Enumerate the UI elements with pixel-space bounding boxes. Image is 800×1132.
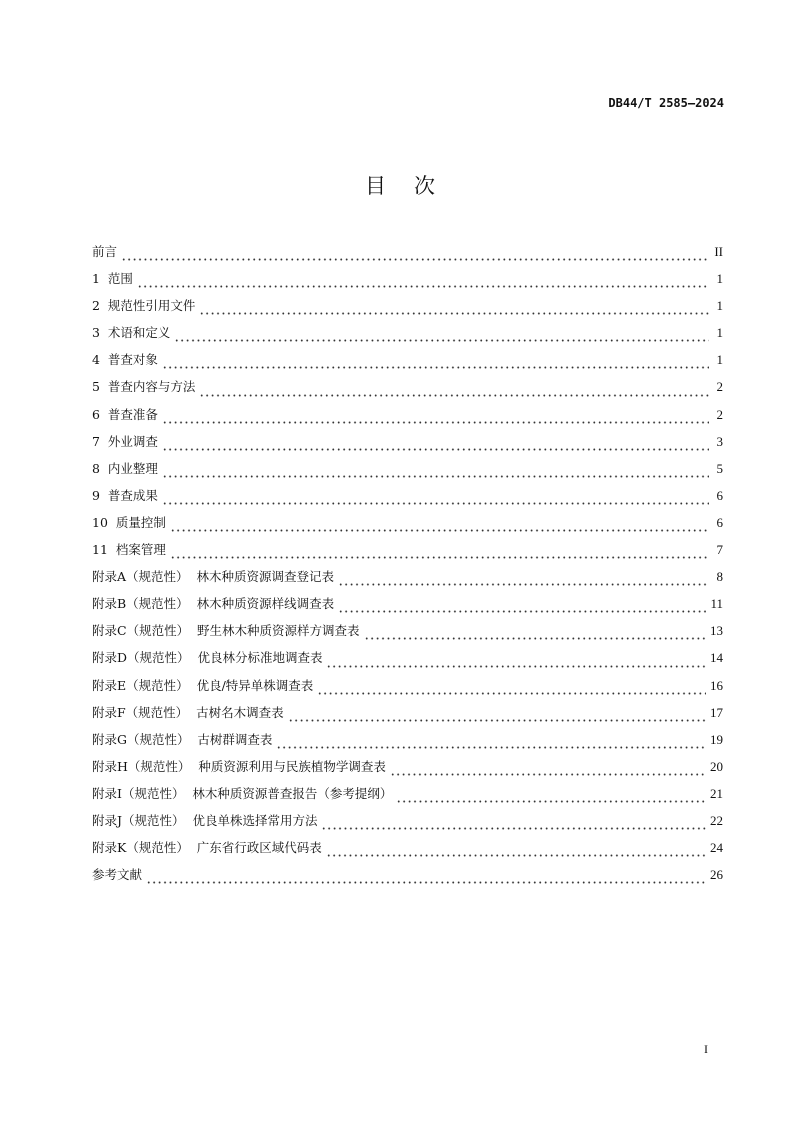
toc-entry-label: 附录H（规范性） 种质资源利用与民族植物学调查表 [92,758,386,774]
dot-leader [170,522,709,532]
toc-entry-page: 1 [716,298,723,314]
dot-leader [364,630,706,640]
toc-entry[interactable] [92,405,723,432]
toc-entry[interactable] [92,296,723,323]
toc-entry-page: 24 [710,840,723,856]
toc-entry-page: 6 [716,514,723,530]
toc-entry-page: 5 [716,460,723,476]
toc-entry[interactable] [92,703,723,730]
toc-entry-page: 19 [710,731,723,747]
document-number: DB44/T 2585—2024 [608,96,724,110]
toc-entry-label: 参考文献 [92,867,143,883]
page-title: 目次 [365,174,463,198]
toc-entry-page: 22 [710,812,723,828]
dot-leader [326,847,706,857]
toc-entry-page: 6 [716,487,723,503]
dot-leader [162,468,709,478]
dot-leader [338,603,706,613]
dot-leader [121,251,709,261]
dot-leader [162,359,709,369]
toc-entry-label: 9 普查成果 [92,487,158,503]
dot-leader [396,793,706,803]
toc-entry-label: 11 档案管理 [92,542,166,558]
toc-entry[interactable] [92,350,723,377]
dot-leader [162,495,709,505]
dot-leader [162,414,709,424]
dot-leader [170,549,709,559]
toc-entry[interactable] [92,567,723,594]
toc-entry[interactable] [92,621,723,648]
toc-entry[interactable] [92,269,723,296]
toc-entry[interactable] [92,784,723,811]
dot-leader [321,820,706,830]
toc-entry[interactable] [92,486,723,513]
toc-entry[interactable] [92,323,723,350]
toc-entry[interactable] [92,459,723,486]
toc-entry[interactable] [92,838,723,865]
toc-entry-page: 26 [710,867,723,883]
toc-entry[interactable] [92,648,723,675]
dot-leader [162,441,709,451]
toc-entry-page: 1 [716,271,723,287]
toc-entry-page: 2 [716,379,723,395]
toc-entry-label: 附录A（规范性） 林木种质资源调查登记表 [92,569,334,585]
toc-entry-label: 10 质量控制 [92,514,166,530]
table-of-contents [92,242,723,892]
toc-entry-label: 4 普查对象 [92,352,158,368]
toc-entry-page: 17 [710,704,723,720]
toc-entry-label: 附录F（规范性） 古树名木调查表 [92,704,284,720]
dot-leader [174,332,709,342]
toc-entry-page: 14 [710,650,723,666]
toc-entry[interactable] [92,540,723,567]
toc-entry-page: 13 [710,623,723,639]
toc-entry-label: 5 普查内容与方法 [92,379,196,395]
toc-entry[interactable] [92,676,723,703]
toc-entry[interactable] [92,242,723,269]
toc-entry-label: 3 术语和定义 [92,325,171,341]
toc-entry-label: 7 外业调查 [92,433,158,449]
toc-entry-page: II [714,244,723,259]
dot-leader [146,874,706,884]
toc-entry-label: 附录D（规范性） 优良林分标准地调查表 [92,650,323,666]
dot-leader [137,278,709,288]
toc-entry-page: 3 [716,433,723,449]
toc-entry-label: 附录I（规范性） 林木种质资源普查报告（参考提纲） [92,785,393,801]
toc-entry-label: 前言 [92,244,118,259]
dot-leader [326,658,706,668]
toc-entry[interactable] [92,594,723,621]
dot-leader [338,576,709,586]
toc-entry-page: 21 [710,785,723,801]
toc-entry-page: 1 [716,325,723,341]
toc-entry-label: 8 内业整理 [92,460,158,476]
dot-leader [390,766,706,776]
toc-entry-page: 2 [716,406,723,422]
toc-entry[interactable] [92,811,723,838]
toc-entry[interactable] [92,757,723,784]
toc-entry-label: 2 规范性引用文件 [92,298,196,314]
toc-entry[interactable] [92,730,723,757]
toc-entry[interactable] [92,865,723,892]
dot-leader [199,305,709,315]
toc-entry-label: 1 范围 [92,271,133,287]
dot-leader [317,685,706,695]
toc-entry[interactable] [92,432,723,459]
page-number: I [704,1042,708,1056]
dot-leader [199,387,709,397]
toc-entry-label: 附录G（规范性） 古树群调查表 [92,731,273,747]
toc-entry-label: 附录B（规范性） 林木种质资源样线调查表 [92,596,335,612]
toc-entry-page: 7 [716,542,723,558]
toc-entry-page: 16 [710,677,723,693]
toc-entry-page: 20 [710,758,723,774]
toc-entry-label: 附录J（规范性） 优良单株选择常用方法 [92,812,318,828]
toc-entry-label: 附录C（规范性） 野生林木种质资源样方调查表 [92,623,360,639]
toc-entry[interactable] [92,377,723,404]
toc-entry[interactable] [92,513,723,540]
toc-entry-label: 附录K（规范性） 广东省行政区域代码表 [92,840,322,856]
toc-entry-page: 8 [716,569,723,585]
toc-entry-label: 附录E（规范性） 优良/特异单株调查表 [92,677,314,693]
toc-entry-page: 1 [716,352,723,368]
toc-entry-label: 6 普查准备 [92,406,158,422]
dot-leader [288,712,706,722]
toc-entry-page: 11 [710,596,723,612]
dot-leader [276,739,706,749]
